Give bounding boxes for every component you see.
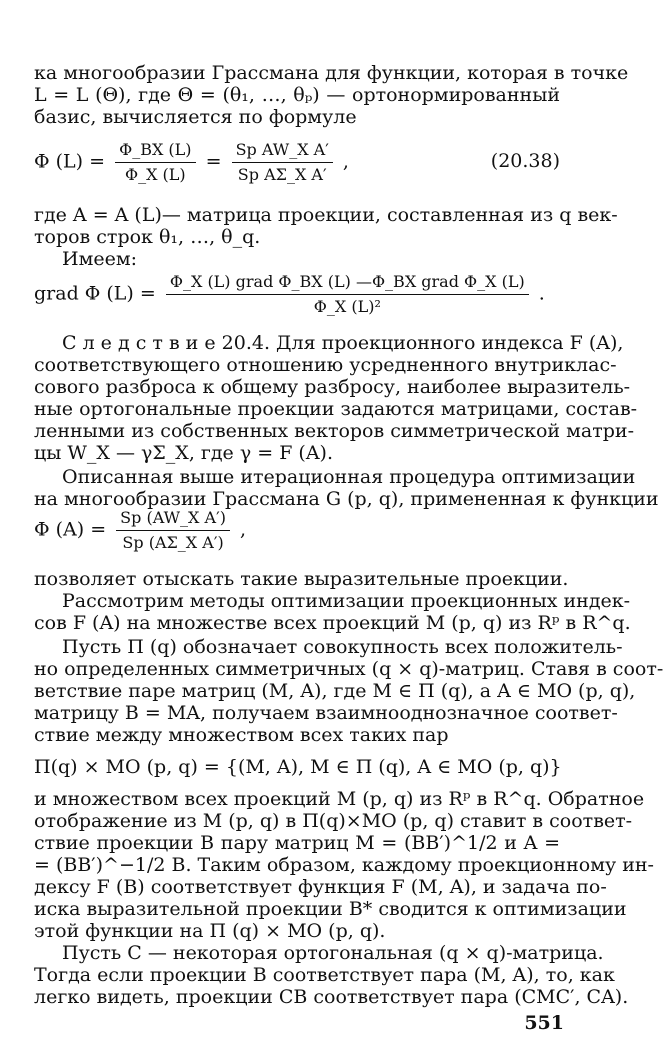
text-line: L = L (Θ), где Θ = (θ₁, …, θₚ) — ортонормированный xyxy=(34,84,560,106)
text-line: Тогда если проекции B соответствует пара (M, A), то, как xyxy=(34,964,615,986)
text-line: позволяет отыскать такие выразительные проекции. xyxy=(34,568,569,590)
formula-lhs: Φ (L) = xyxy=(34,150,106,173)
text-line: дексу F (B) соответствует функция F (M, A), и задача по- xyxy=(34,876,607,898)
text-line: этой функции на Π (q) × MO (p, q). xyxy=(34,920,386,942)
fraction-denominator: Φ_X (L) xyxy=(124,165,186,184)
text-line: цы W_X — γΣ_X, где γ = F (A). xyxy=(34,442,334,464)
text-line: ствие между множеством всеx таких пар xyxy=(34,724,449,746)
text-line: сового разброса к общему разбросу, наиболее выразитель- xyxy=(34,376,631,398)
text-line: ка многообразии Грассмана для функции, которая в точке xyxy=(34,62,629,84)
text-line: ленными из собственных векторов симметрической матри- xyxy=(34,420,635,442)
formula-tail: , xyxy=(342,150,349,173)
text-line: базис, вычисляется по формуле xyxy=(34,106,357,128)
formula-lhs: Φ (A) = xyxy=(34,518,107,541)
fraction-denominator: Sp (AΣ_X A′) xyxy=(122,533,224,552)
equals-sign: = xyxy=(205,150,222,173)
formula-phi-a xyxy=(34,508,246,553)
fraction-numerator: Φ_BX (L) xyxy=(115,140,195,163)
text-line: но определенных симметричных (q × q)-матриц. Ставя в соот- xyxy=(34,658,663,680)
text-line: иска выразительной проекции B* сводится к оптимизации xyxy=(34,898,627,920)
text-line: торов строк θ₁, …, θ_q. xyxy=(34,226,261,248)
page-number: 551 xyxy=(524,1012,564,1034)
text-line: Описанная выше итерационная процедура оптимизации xyxy=(62,466,636,488)
fraction xyxy=(166,272,529,317)
text-line: ствие проекции B пару матриц M = (BB′)^1/2 и A = xyxy=(34,832,560,854)
text-line: где A = A (L)— матрица проекции, составленная из q век- xyxy=(34,204,618,226)
formula-gradient xyxy=(34,272,545,317)
text-line: отображение из M (p, q) в Π(q)×MO (p, q) ставит в соответ- xyxy=(34,810,633,832)
text-line: ные ортогональные проекции задаются матрицами, состав- xyxy=(34,398,638,420)
text-line: С л е д с т в и е 20.4. Для проекционного индекса F (A), xyxy=(62,332,624,354)
fraction-numerator: Sp AW_X A′ xyxy=(232,140,333,163)
text-line: на многообразии Грассмана G (p, q), примененная к функции xyxy=(34,488,659,510)
fraction-numerator: Sp (AW_X A′) xyxy=(116,508,230,531)
text-line: соответствующего отношению усредненного внутриклас- xyxy=(34,354,617,376)
fraction-denominator: Φ_X (L)² xyxy=(313,297,381,316)
formula-20-38 xyxy=(34,140,349,185)
formula-tail: , xyxy=(240,518,247,541)
equation-number: (20.38) xyxy=(490,150,560,172)
text-line: Рассмотрим методы оптимизации проекционных индек- xyxy=(62,590,631,612)
fraction xyxy=(232,140,333,185)
fraction-numerator: Φ_X (L) grad Φ_BX (L) —Φ_BX grad Φ_X (L) xyxy=(166,272,529,295)
text-line: ветствие паре матриц (M, A), где M ∈ Π (q), а A ∈ MO (p, q), xyxy=(34,680,636,702)
text-line: сов F (A) на множестве всех проекций M (p, q) из Rᵖ в R^q. xyxy=(34,612,631,634)
text-line: Имеем: xyxy=(62,248,138,270)
formula-set: Π(q) × MO (p, q) = {(M, A), M ∈ Π (q), A ∈ MO (p, q)} xyxy=(34,756,562,778)
fraction xyxy=(116,508,230,553)
text-line: Пусть Π (q) обозначает совокупность всех положитель- xyxy=(62,636,623,658)
formula-tail: . xyxy=(538,282,545,305)
fraction xyxy=(115,140,195,185)
text-line: = (BB′)^−1/2 B. Таким образом, каждому проекционному ин- xyxy=(34,854,654,876)
fraction-denominator: Sp AΣ_X A′ xyxy=(237,165,327,184)
text-line: легко видеть, проекции CB соответствует пара (CMC′, CA). xyxy=(34,986,629,1008)
formula-lhs: grad Φ (L) = xyxy=(34,282,156,305)
text-line: матрицу B = MA, получаем взаимнооднозначное соответ- xyxy=(34,702,618,724)
text-line: Пусть C — некоторая ортогональная (q × q)-матрица. xyxy=(62,942,604,964)
text-line: и множеством всех проекций M (p, q) из Rᵖ в R^q. Обратное xyxy=(34,788,645,810)
